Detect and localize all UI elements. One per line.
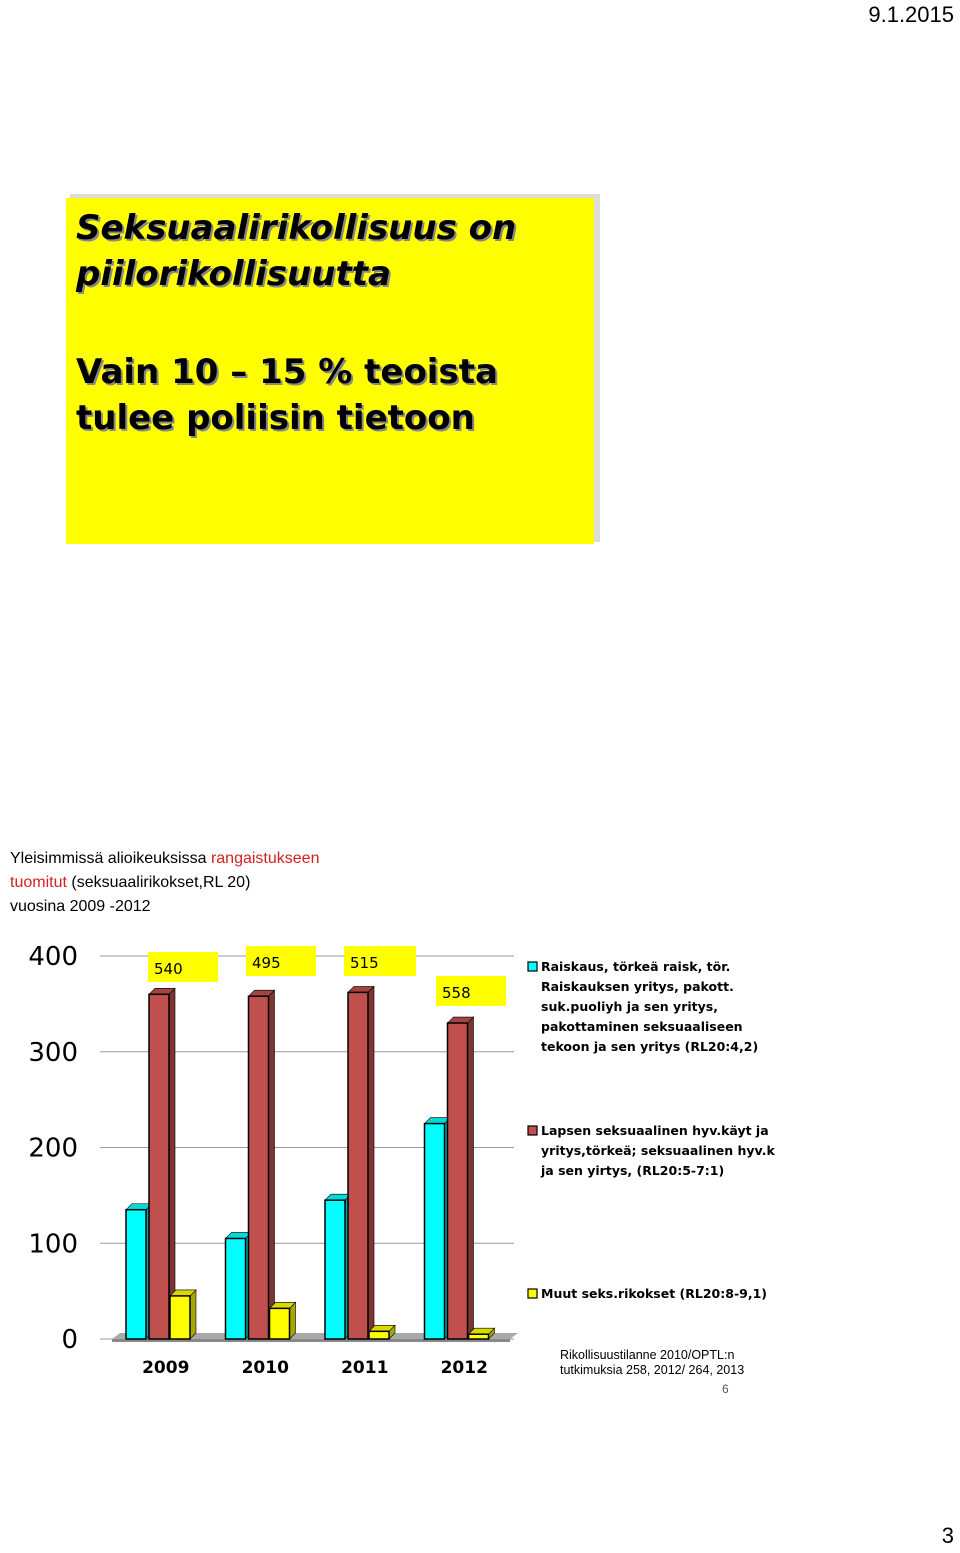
caption-text: (seksuaalirikokset,RL 20) [66,874,251,891]
page-number: 3 [941,1523,954,1548]
chart-caption-line-1 [10,848,319,870]
legend-label: Muut seks.rikokset (RL20:8-9,1) [541,1286,767,1301]
x-tick-label: 2009 [142,1358,190,1378]
bar-side [468,1017,474,1339]
caption-highlight: tuomitut [10,874,67,891]
legend-label: ja sen yirtys, (RL20:5-7:1) [541,1163,725,1178]
bar [270,1308,290,1339]
caption-text: Yleisimmissä alioikeuksissa [10,850,211,867]
bar [149,994,169,1339]
legend-swatch [528,962,537,971]
bar [170,1296,190,1339]
total-label: 540 [154,960,183,978]
y-tick-label: 300 [28,1037,78,1068]
slide-1-title-line-1: Seksuaalirikollisuus on [76,208,517,248]
total-label: 558 [442,984,471,1002]
source-line-1: Rikollisuustilanne 2010/OPTL:n [560,1348,735,1362]
bar-side [368,986,374,1339]
x-tick-label: 2010 [241,1358,289,1378]
bar [325,1200,345,1339]
slide-1 [66,198,596,546]
slide-1-card [66,198,594,544]
slide-1-subtitle-line-2: tulee poliisin tietoon [76,398,475,438]
bar [425,1124,445,1339]
legend-label: suk.puoliyh ja sen yritys, [541,999,718,1014]
y-tick-label: 200 [28,1133,78,1164]
legend-swatch [528,1289,537,1298]
slide-1-subtitle-line-1: Vain 10 – 15 % teoista [76,352,498,392]
bar-side [169,988,175,1339]
source-line-2: tutkimuksia 258, 2012/ 264, 2013 [560,1363,745,1377]
y-tick-label: 400 [28,942,78,972]
bar [348,992,368,1339]
legend-swatch [528,1126,537,1135]
legend-label: Raiskauksen yritys, pakott. [541,979,734,994]
bar-chart [0,930,800,1390]
bar-side [190,1290,196,1339]
chart-caption-line-3: vuosina 2009 -2012 [10,898,151,915]
document-date: 9.1.2015 [868,2,954,27]
bar [369,1331,389,1339]
bar [249,996,269,1339]
bar [469,1334,489,1339]
y-tick-label: 100 [28,1229,78,1260]
legend-label: tekoon ja sen yritys (RL20:4,2) [541,1039,759,1054]
caption-highlight: rangaistukseen [210,850,320,867]
legend-label: yritys,törkeä; seksuaalinen hyv.k [541,1143,775,1158]
bar [226,1238,246,1339]
x-tick-label: 2011 [341,1358,389,1378]
chart-caption-line-2 [10,872,250,894]
bar-side [269,990,275,1339]
total-label: 495 [252,954,281,972]
y-tick-label: 0 [61,1325,78,1355]
source-note [560,1348,744,1378]
bar [126,1210,146,1339]
legend-label: Raiskaus, törkeä raisk, tör. [541,959,731,974]
x-tick-label: 2012 [440,1358,488,1378]
legend-label: Lapsen seksuaalinen hyv.käyt ja [541,1123,769,1138]
total-label: 515 [350,954,379,972]
legend-label: pakottaminen seksuaaliseen [541,1019,743,1034]
slide-number: 6 [722,1382,729,1396]
bar [448,1023,468,1339]
slide-1-title-line-2: piilorikollisuutta [76,254,391,294]
